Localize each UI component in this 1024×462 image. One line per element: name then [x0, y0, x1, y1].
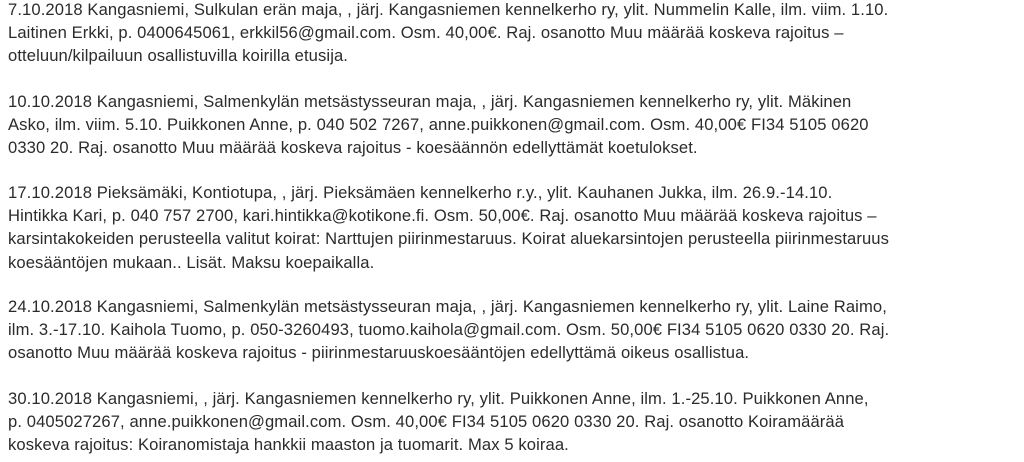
- event-entry-24-10-2018: [8, 295, 1020, 365]
- event-entry-10-10-2018: [8, 90, 1020, 160]
- event-entry-17-10-2018: [8, 181, 1020, 274]
- entry-line: Asko, ilm. viim. 5.10. Puikkonen Anne, p. 040 502 7267, anne.puikkonen@gmail.com. Osm. 40,00€ FI34 5105 0620: [8, 115, 869, 135]
- entry-line: Hintikka Kari, p. 040 757 2700, kari.hintikka@kotikone.fi. Osm. 50,00€. Raj. osanotto Muu määrää koskeva rajoitus –: [8, 206, 877, 226]
- entry-line: karsintakokeiden perusteella valitut koirat: Narttujen piirinmestaruus. Koirat aluekarsintojen perusteella piirinmestaruus: [8, 229, 890, 249]
- event-entry-7-10-2018: [8, 0, 1020, 68]
- entry-line: 7.10.2018 Kangasniemi, Sulkulan erän maja, , järj. Kangasniemen kennelkerho ry, ylit. Nummelin Kalle, ilm. viim. 1.10.: [8, 0, 889, 19]
- event-entry-30-10-2018: [8, 387, 1020, 457]
- entry-line: otteluun/kilpailuun osallistuvilla koirilla etusija.: [8, 46, 349, 66]
- entry-line: p. 0405027267, anne.puikkonen@gmail.com. Osm. 40,00€ FI34 5105 0620 0330 20. Raj. osanotto Koiramäärää: [8, 412, 845, 432]
- entry-line: Laitinen Erkki, p. 0400645061, erkkil56@gmail.com. Osm. 40,00€. Raj. osanotto Muu määrää koskeva rajoitus –: [8, 23, 844, 43]
- entry-line: 30.10.2018 Kangasniemi, , järj. Kangasniemen kennelkerho ry, ylit. Puikkonen Anne, ilm. 1.-25.10. Puikkonen Anne,: [8, 389, 869, 408]
- entry-line: koesääntöjen mukaan.. Lisät. Maksu koepaikalla.: [8, 252, 375, 272]
- entry-line: 17.10.2018 Pieksämäki, Kontiotupa, , järj. Pieksämäen kennelkerho r.y., ylit. Kauhanen Jukka, ilm. 26.9.-14.10.: [8, 183, 833, 202]
- entry-line: 24.10.2018 Kangasniemi, Salmenkylän metsästysseuran maja, , järj. Kangasniemen kennelkerho ry, ylit. Laine Raimo,: [8, 297, 887, 316]
- entry-line: 10.10.2018 Kangasniemi, Salmenkylän metsästysseuran maja, , järj. Kangasniemen kennelkerho ry, ylit. Mäkinen: [8, 92, 852, 111]
- entry-line: osanotto Muu määrää koskeva rajoitus - piirinmestaruuskoesääntöjen edellyttämä oikeus osallistua.: [8, 343, 750, 363]
- entry-line: 0330 20. Raj. osanotto Muu määrää koskeva rajoitus - koesäännön edellyttämät koetulokset.: [8, 138, 698, 158]
- entry-line: koskeva rajoitus: Koiranomistaja hankkii maaston ja tuomarit. Max 5 koiraa.: [8, 435, 569, 455]
- entry-line: ilm. 3.-17.10. Kaihola Tuomo, p. 050-3260493, tuomo.kaihola@gmail.com. Osm. 50,00€ FI34 5105 0620 0330 20. Raj.: [8, 320, 890, 340]
